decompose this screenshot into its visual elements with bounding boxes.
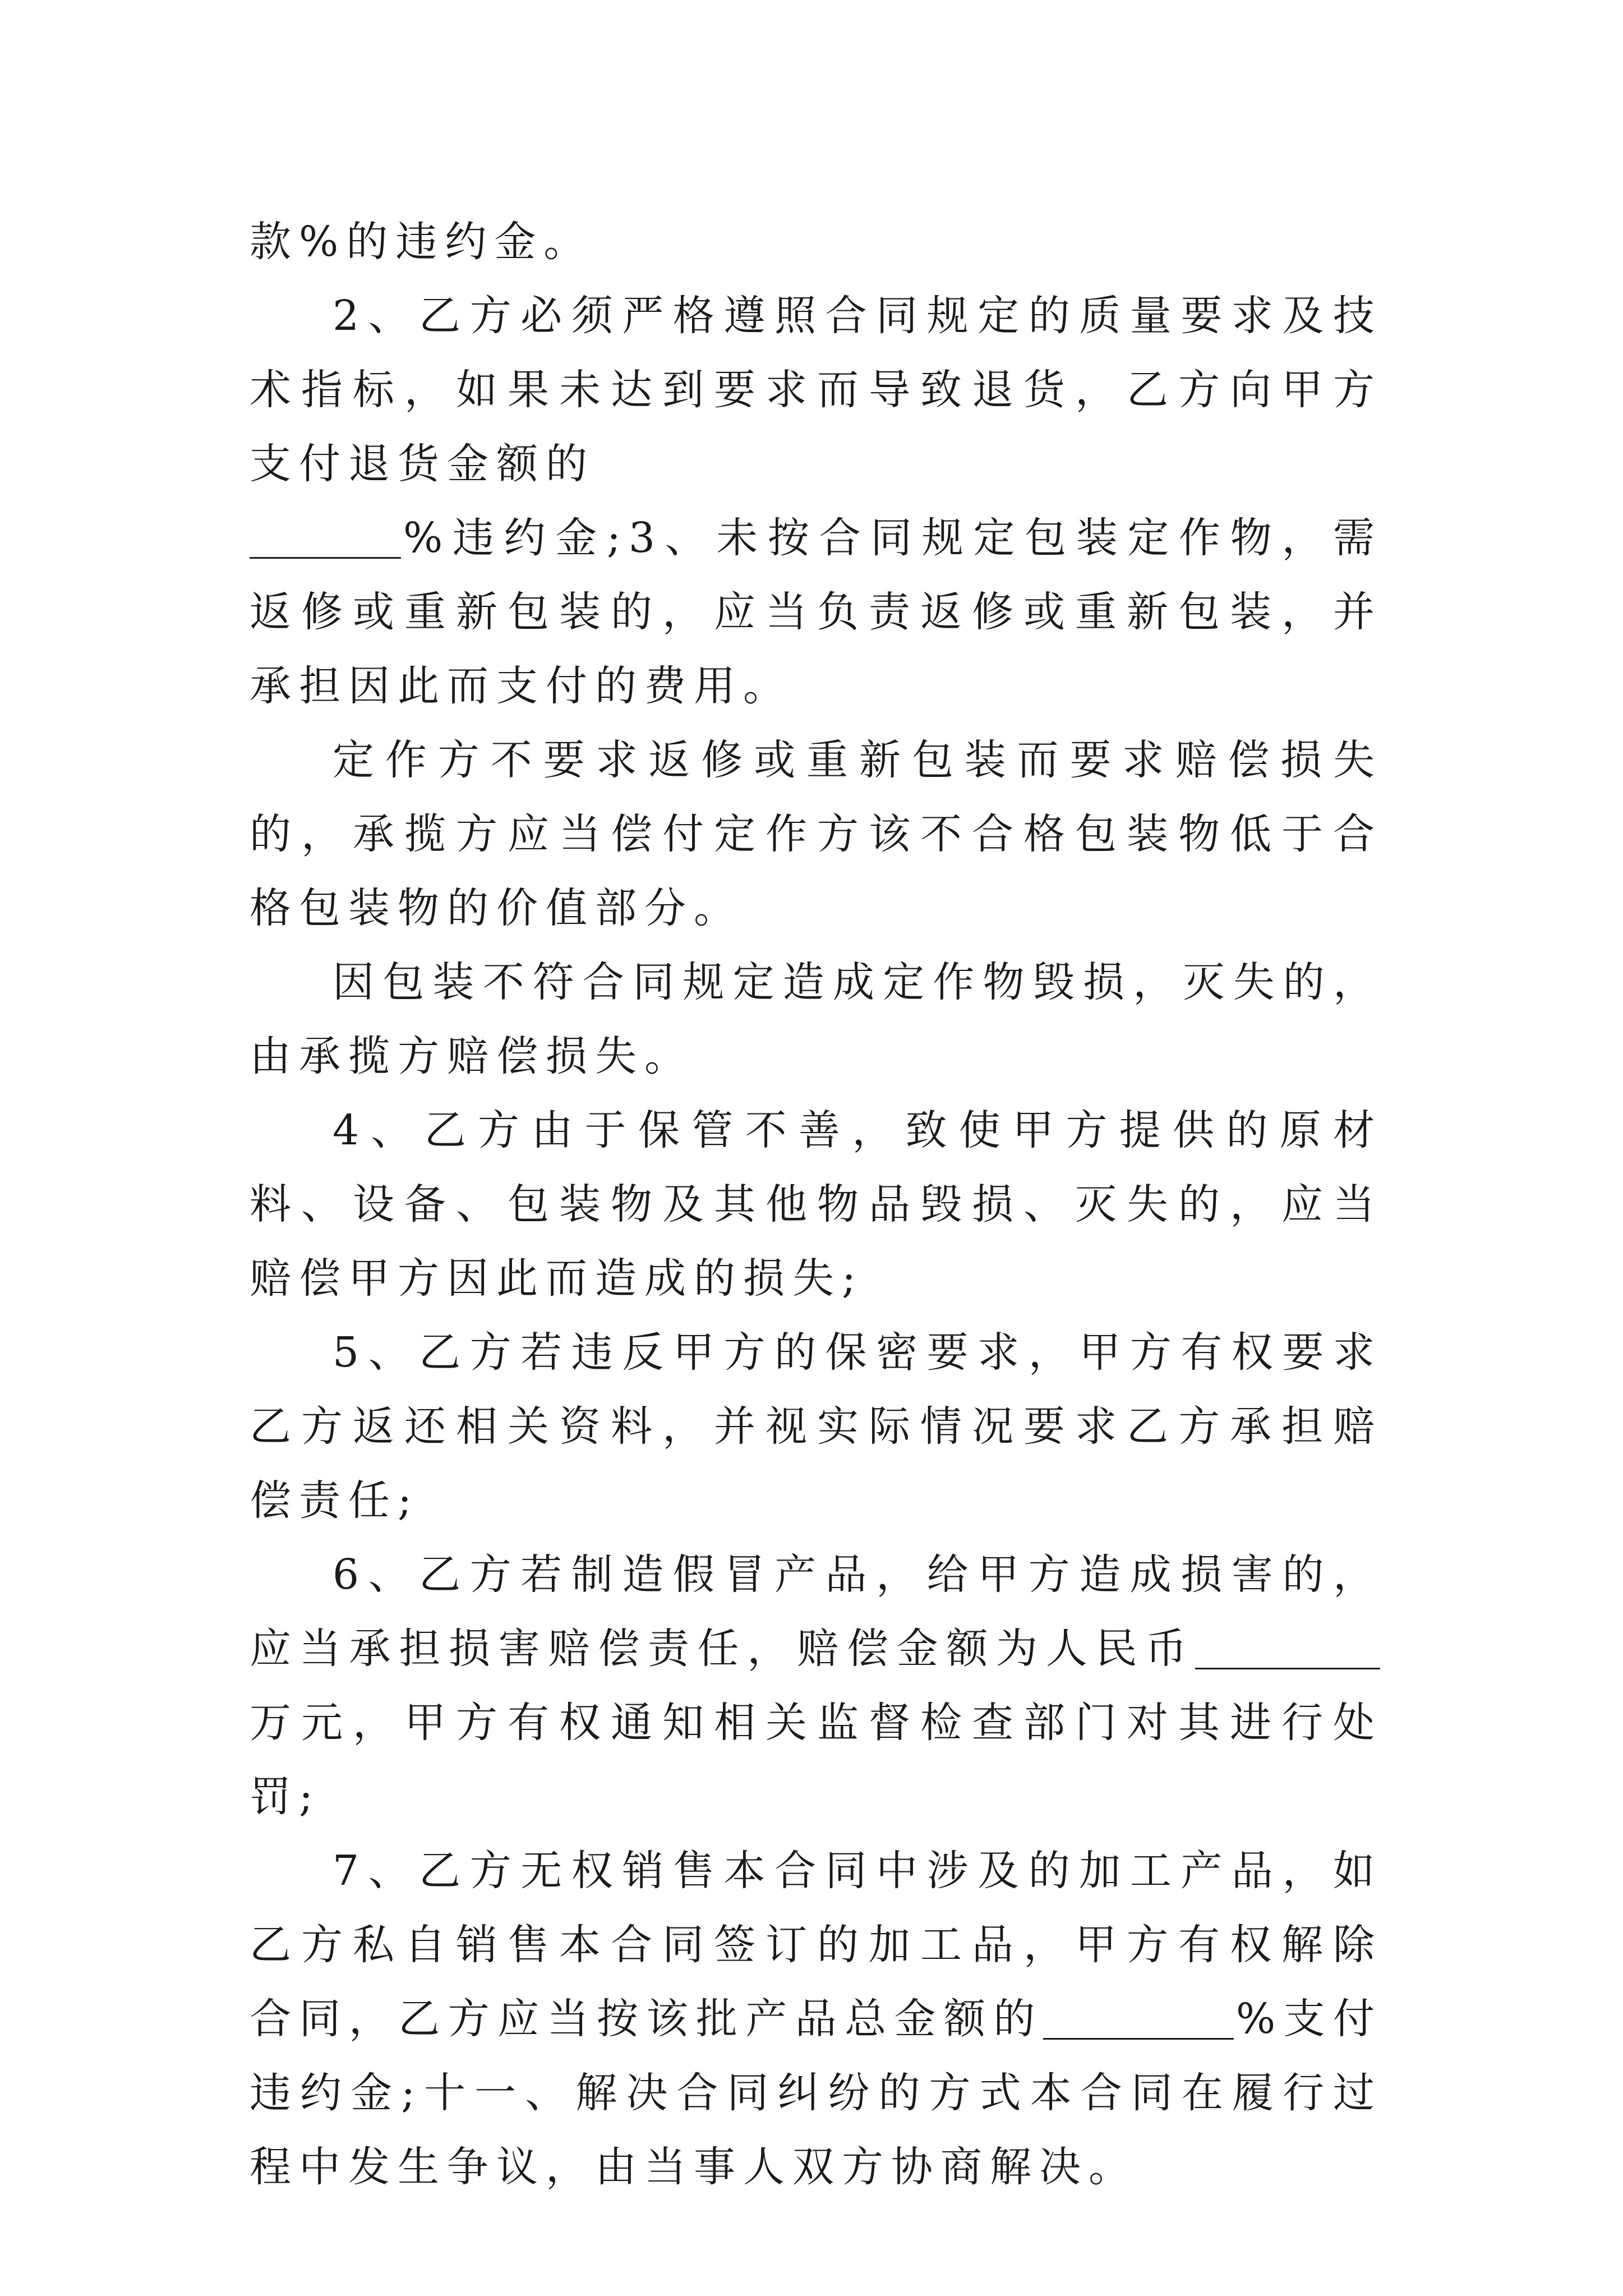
paragraph-8-continued: %支付违约金;十一、解决合同纠纷的方式本合同在履行过程中发生争议，由当事人双方协商解决。 [250,1995,1382,2191]
blank-line-compensation-amount [1195,1628,1380,1669]
paragraph-6-text: 5、乙方若违反甲方的保密要求，甲方有权要求乙方返还相关资料，并视实际情况要求乙方承担赔偿责任; [250,1328,1382,1525]
paragraph-5 [250,1093,1382,1315]
paragraph-1-text: 款%的违约金。 [250,218,593,266]
paragraph-2-continued: %违约金;3、未按合同规定包装定作物，需返修或重新包装的，应当负责返修或重新包装，并承担因此而支付的费用。 [250,514,1382,710]
blank-line-penalty-percent [250,518,401,559]
paragraph-1 [250,205,1382,279]
paragraph-5-text: 4、乙方由于保管不善，致使甲方提供的原材料、设备、包装物及其他物品毁损、灭失的，应当赔偿甲方因此而造成的损失; [250,1106,1382,1303]
paragraph-4 [250,945,1382,1093]
paragraph-7-continued: 万元，甲方有权通知相关监督检查部门对其进行处罚; [250,1699,1382,1821]
paragraph-7 [250,1538,1382,1834]
document-page [250,205,1382,2204]
paragraph-6 [250,1315,1382,1538]
paragraph-8 [250,1834,1382,2204]
blank-line-total-percent [1043,1999,1234,2040]
paragraph-8-text: 7、乙方无权销售本合同中涉及的加工产品，如乙方私自销售本合同签订的加工品，甲方有权解除合同，乙方应当按该批产品总金额的 [250,1847,1382,2043]
paragraph-2-text: 2、乙方必须严格遵照合同规定的质量要求及技术指标，如果未达到要求而导致退货，乙方向甲方支付退货金额的 [250,292,1382,488]
paragraph-4-text: 因包装不符合同规定造成定作物毁损，灭失的，由承揽方赔偿损失。 [250,958,1382,1080]
paragraph-3 [250,723,1382,945]
paragraph-7-text: 6、乙方若制造假冒产品，给甲方造成损害的，应当承担损害赔偿责任，赔偿金额为人民币 [250,1550,1382,1673]
paragraph-3-text: 定作方不要求返修或重新包装而要求赔偿损失的，承揽方应当偿付定作方该不合格包装物低于合格包装物的价值部分。 [250,736,1382,932]
paragraph-2 [250,279,1382,723]
